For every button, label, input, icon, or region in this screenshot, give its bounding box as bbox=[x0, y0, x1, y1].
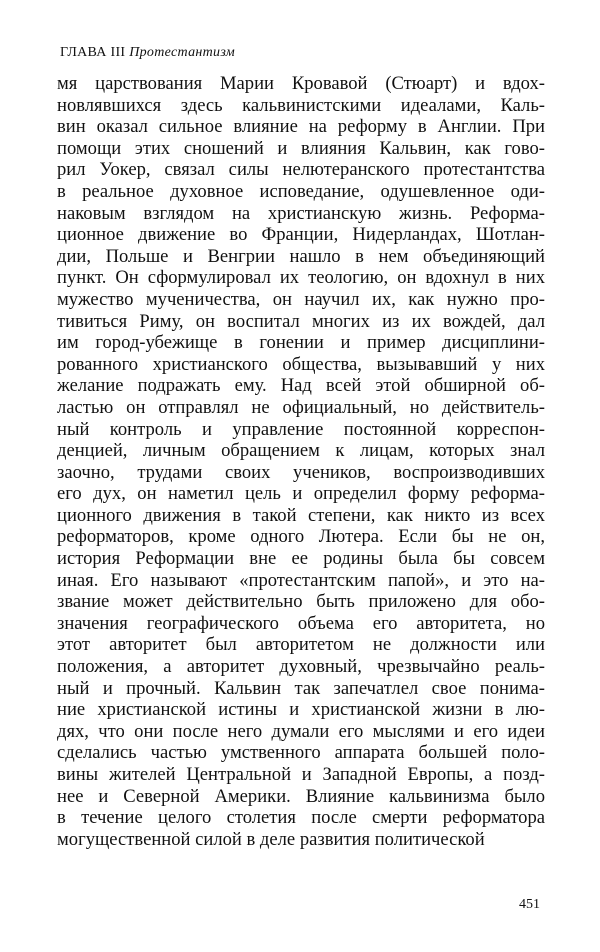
text-line: наковым взглядом на христианскую жизнь. Реформа- bbox=[57, 202, 545, 224]
text-line: рил Уокер, связал силы нелютеранского протестантства bbox=[57, 159, 545, 181]
text-line: ционное движение во Франции, Нидерландах, Шотлан- bbox=[57, 224, 545, 246]
text-line: желание подражать ему. Над всей этой обширной об- bbox=[57, 375, 545, 397]
text-line: в реальное духовное исповедание, одушевленное оди- bbox=[57, 180, 545, 202]
running-head bbox=[60, 45, 235, 61]
text-line: нее и Северной Америки. Влияние кальвинизма было bbox=[57, 785, 545, 807]
body-text bbox=[57, 73, 545, 850]
text-line: мя царствования Марии Кровавой (Стюарт) и вдох- bbox=[57, 73, 545, 94]
chapter-label: ГЛАВА III bbox=[60, 45, 126, 60]
text-line: ный контроль и управление постоянной корреспон- bbox=[57, 418, 545, 440]
text-line: вины жителей Центральной и Западной Европы, а позд- bbox=[57, 764, 545, 785]
text-line: новлявшихся здесь кальвинистскими идеалами, Каль- bbox=[57, 94, 545, 116]
text-line: дии, Польше и Венгрии нашло в нем объединяющий bbox=[57, 245, 545, 267]
text-line: в течение целого столетия после смерти реформатора bbox=[57, 807, 545, 829]
text-line: положения, а авторитет духовный, чрезвычайно реаль- bbox=[57, 656, 545, 678]
text-line: мужество мученичества, он научил их, как нужно про- bbox=[57, 288, 545, 310]
text-line: история Реформации вне ее родины была бы совсем bbox=[57, 548, 545, 570]
text-line: иная. Его называют «протестантским папой», и это на- bbox=[57, 569, 545, 591]
text-line: тивиться Риму, он воспитал многих из их вождей, дал bbox=[57, 310, 545, 332]
text-line: значения географического объема его авторитета, но bbox=[57, 612, 545, 634]
text-line: помощи этих сношений и влияния Кальвин, как гово- bbox=[57, 137, 545, 159]
text-line: рованного христианского общества, вызывавший у них bbox=[57, 353, 545, 375]
text-line: ционного движения в такой степени, как никто из всех bbox=[57, 504, 545, 526]
text-line: пункт. Он сформулировал их теологию, он вдохнул в них bbox=[57, 267, 545, 289]
text-line: реформаторов, кроме одного Лютера. Если бы не он, bbox=[57, 526, 545, 548]
text-line: вин оказал сильное влияние на реформу в Англии. При bbox=[57, 116, 545, 138]
text-line: звание может действительно быть приложено для обо- bbox=[57, 591, 545, 613]
text-line: ластью он отправлял не официальный, но действитель- bbox=[57, 396, 545, 418]
page-number: 451 bbox=[519, 897, 540, 912]
text-line: его дух, он наметил цель и определил форму реформа- bbox=[57, 483, 545, 505]
text-line: сделались частью умственного аппарата большей поло- bbox=[57, 742, 545, 764]
text-line: могущественной силой в деле развития политической bbox=[57, 828, 485, 850]
section-title: Протестантизм bbox=[129, 45, 235, 60]
text-line: заочно, трудами своих учеников, воспроизводивших bbox=[57, 461, 545, 483]
text-line: этот авторитет был авторитетом не должности или bbox=[57, 634, 545, 656]
text-line: ние христианской истины и христианской жизни в лю- bbox=[57, 699, 545, 721]
text-line: ный и прочный. Кальвин так запечатлел свое понима- bbox=[57, 677, 545, 699]
text-line: им город-убежище в гонении и пример дисциплини- bbox=[57, 332, 545, 354]
text-line: денцией, личным обращением к лицам, которых знал bbox=[57, 440, 545, 462]
text-line: дях, что они после него думали его мыслями и его идеи bbox=[57, 720, 545, 742]
